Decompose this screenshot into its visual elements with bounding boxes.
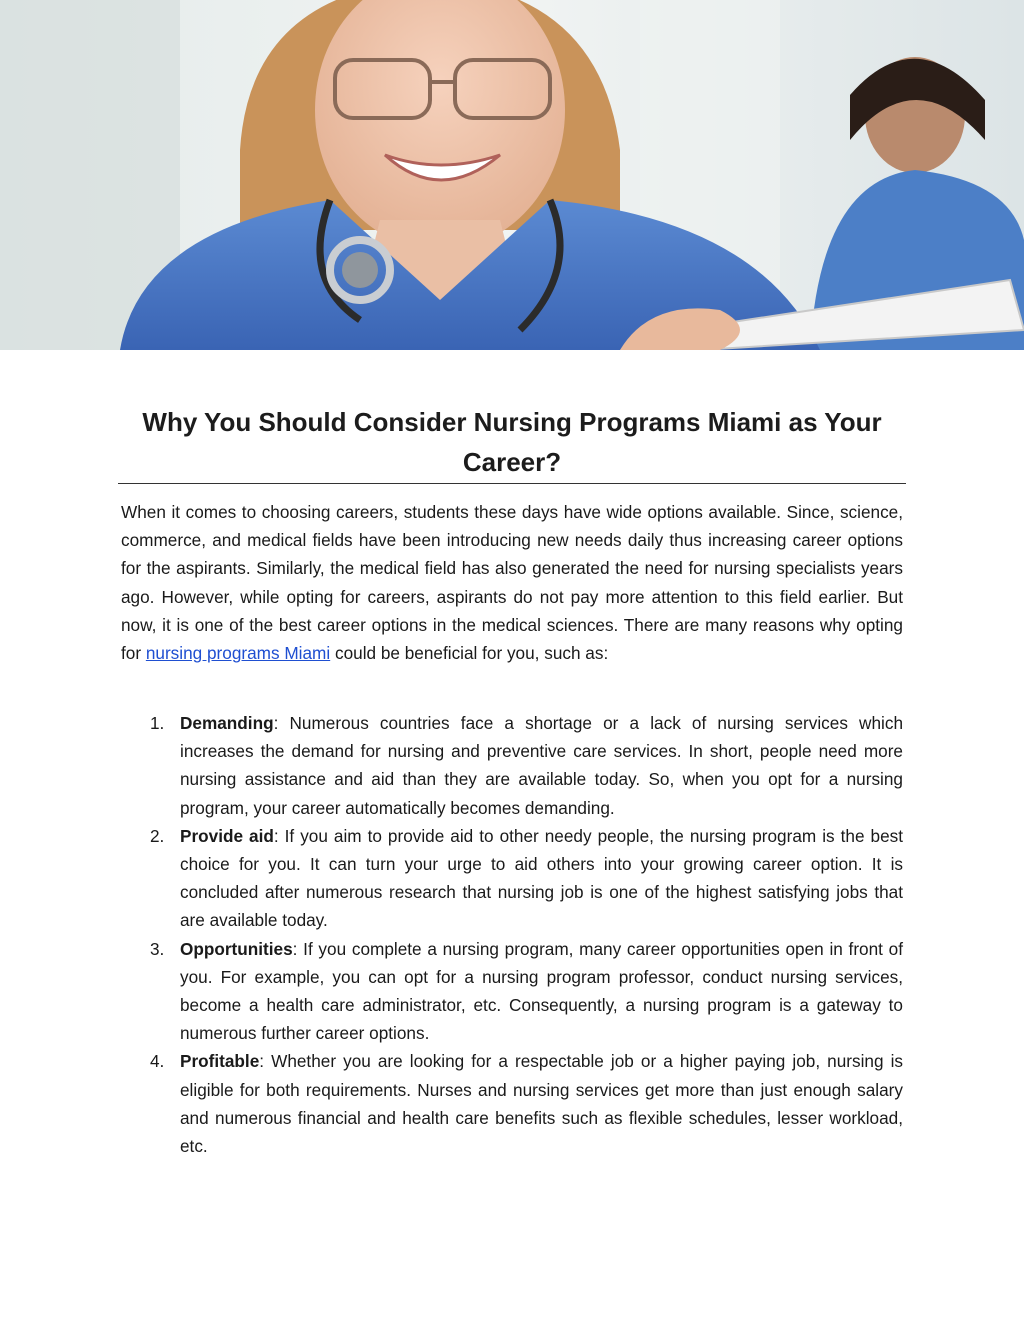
intro-text-before: When it comes to choosing careers, students these days have wide options available. Since, science, commerce, and medical fields have been introducing new needs daily thus increasing career options for the aspirants. Similarly, the medical field has also generated the need for nursing specialists years ago. However, while opting for careers, aspirants do not pay more attention to this field earlier. But now, it is one of the best career options in the medical sciences. There are many reasons why opting for [121, 502, 903, 664]
list-term: Opportunities [180, 938, 293, 959]
list-item [121, 822, 903, 935]
list-text: : If you aim to provide aid to other needy people, the nursing program is the best choice for you. It can turn your urge to aid others into your growing career option. It is concluded after numerous research that nursing job is one of the highest satisfying jobs that are available today. [180, 825, 903, 931]
list-item [121, 709, 903, 822]
list-number: 3. [150, 938, 165, 959]
list-term: Provide aid [180, 825, 274, 846]
hero-photo [0, 0, 1024, 350]
list-number: 1. [150, 713, 165, 733]
nurse-illustration [0, 0, 1024, 350]
list-item [121, 1047, 903, 1160]
list-text: : Whether you are looking for a respectable job or a higher paying job, nursing is eligible for both requirements. Nurses and nursing services get more than just enough salary and numerous financial and health care benefits such as flexible schedules, lesser workload, etc. [180, 1051, 903, 1157]
list-number: 4. [150, 1051, 165, 1072]
list-text: : Numerous countries face a shortage or a lack of nursing services which increases the demand for nursing and preventive care services. In short, people need more nursing assistance and aid than they are available today. So, when you opt for a nursing program, your career automatically becomes demanding. [180, 713, 903, 818]
intro-paragraph [121, 498, 903, 667]
reasons-list [121, 709, 903, 1160]
list-number: 2. [150, 825, 165, 846]
intro-text-after: could be beneficial for you, such as: [330, 643, 609, 664]
list-item [121, 935, 903, 1048]
title-divider [118, 483, 906, 484]
article-title: Why You Should Consider Nursing Programs Miami as Your Career? [142, 407, 882, 477]
list-term: Demanding [180, 713, 274, 733]
nursing-programs-link[interactable]: nursing programs Miami [145, 643, 331, 664]
list-text: : If you complete a nursing program, many career opportunities open in front of you. For example, you can opt for a nursing program professor, conduct nursing services, become a health care administrator, etc. Consequently, a nursing program is a gateway to numerous further career options. [180, 938, 903, 1044]
list-term: Profitable [180, 1051, 260, 1072]
